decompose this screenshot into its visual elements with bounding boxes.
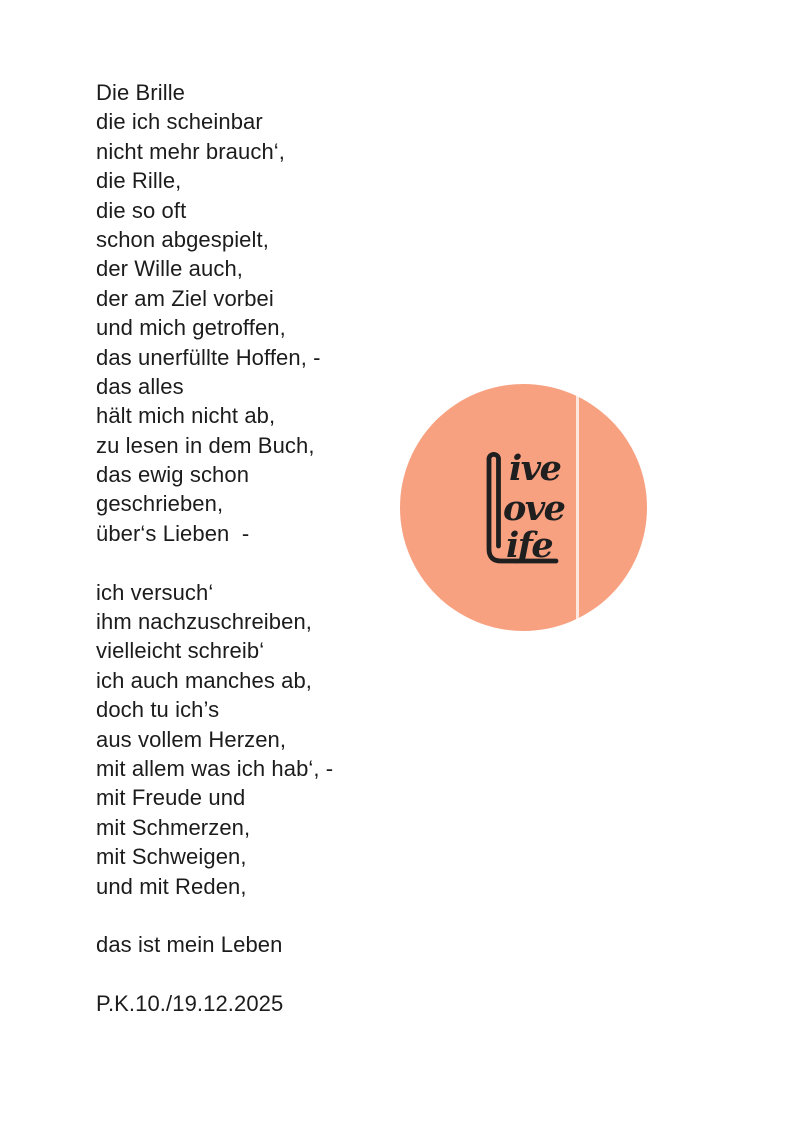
poem-line: ihm nachzuschreiben,: [96, 609, 313, 635]
poem-line: hält mich nicht ab,: [96, 403, 276, 429]
logo-word-ife: ife: [506, 525, 553, 566]
poem-line: mit Freude und: [96, 785, 246, 811]
poem: [96, 78, 333, 1019]
poem-line: ich auch manches ab,: [96, 667, 313, 693]
poem-line: das alles: [96, 373, 184, 399]
l-monogram-icon: [484, 442, 570, 576]
poem-line: doch tu ich’s: [96, 697, 220, 723]
poem-line: der am Ziel vorbei: [96, 285, 274, 311]
logo-word-ove: ove: [503, 488, 565, 529]
poem-line: das unerfüllte Hoffen, -: [96, 344, 321, 370]
poem-line: die ich scheinbar: [96, 109, 263, 135]
poem-line: schon abgespielt,: [96, 226, 269, 252]
fold-line: [576, 384, 579, 631]
poem-line: die so oft: [96, 197, 187, 223]
poem-line: zu lesen in dem Buch,: [96, 432, 315, 458]
poem-line: vielleicht schreib‘: [96, 638, 265, 664]
poem-line: über‘s Lieben -: [96, 520, 250, 546]
poem-line: nicht mehr brauch‘,: [96, 138, 285, 164]
poem-closing-line: das ist mein Leben: [96, 932, 283, 958]
poem-line: die Rille,: [96, 168, 182, 194]
poem-line-blank: [96, 901, 333, 930]
poem-line: Die Brille: [96, 80, 186, 105]
live-love-life-logo: [400, 384, 647, 631]
poem-line: mit Schweigen,: [96, 844, 247, 870]
poem-line: mit allem was ich hab‘, -: [96, 755, 334, 781]
poem-line-blank: [96, 960, 333, 989]
poem-line: mit Schmerzen,: [96, 814, 251, 840]
poem-line: geschrieben,: [96, 491, 224, 517]
poem-line: und mit Reden,: [96, 873, 247, 899]
poem-line: und mich getroffen,: [96, 315, 286, 341]
logo-word-ive: ive: [509, 448, 561, 489]
poem-line: aus vollem Herzen,: [96, 726, 287, 752]
poem-line: ich versuch‘: [96, 579, 214, 605]
poem-line: der Wille auch,: [96, 256, 244, 282]
poem-line-blank: [96, 548, 333, 577]
poem-line: das ewig schon: [96, 462, 250, 488]
poem-signature: P.K.10./19.12.2025: [96, 991, 284, 1017]
